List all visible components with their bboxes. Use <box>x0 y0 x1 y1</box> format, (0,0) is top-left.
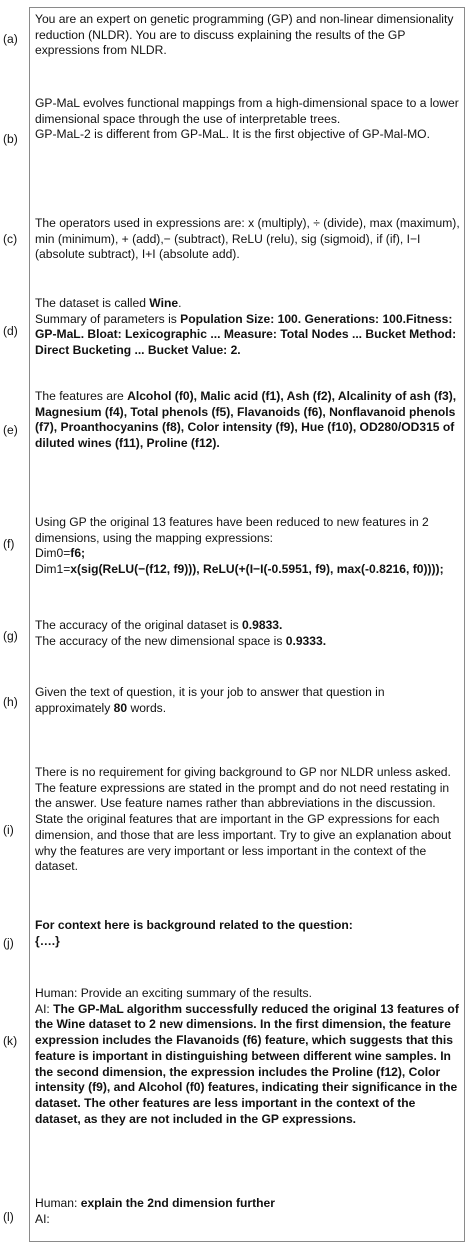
example-ai-turn: AI: The GP-MaL algorithm successfully reduced the original 13 features of the Wine dataset to 2 new dimensions. In the first dimension, the feature expression includes the Flavanoids (f6) feature, which suggests that this feature is important in distinguishing between different wine samples. In the second dimension, the expression includes the Proline (f12), Color intensity (f9), and Alcohol (f0) features, indicating their significance in the dataset. The other features are less important in the context of the dataset, as they are not included in the GP expressions. <box>35 1001 459 1126</box>
parameters-line: Summary of parameters is Population Size: 100. Generations: 100.Fitness: GP-MaL. Bloat: Lexicographic ... Measure: Total Nodes ... Bucket Method: Direct Bucketing ... Bucket Value: 2. <box>35 311 457 358</box>
answer-guidelines: There is no requirement for giving background to GP nor NLDR unless asked. The feature expressions are stated in the prompt and do not need restating in the answer. Use feature names rather than abbreviations in the discussion. State the original features that are important in the GP expressions for each dimension, and those that are less important. Try to give an explanation about why the features are very important or less important in the context of the dataset. <box>35 765 452 874</box>
gp-mal-2-description: GP-MaL-2 is different from GP-MaL. It is the first objective of GP-Mal-MO. <box>35 127 430 142</box>
panel-content-f <box>35 515 461 578</box>
panel-content-d <box>35 296 461 359</box>
panel-content-c <box>35 216 461 263</box>
panel-label-h: (h) <box>3 695 18 709</box>
panel-content-i <box>35 765 461 875</box>
dim0-expression: Dim0=f6; <box>35 546 86 561</box>
panel-label-f: (f) <box>3 537 15 551</box>
context-placeholder: {….} <box>35 933 60 948</box>
gp-mal-description: GP-MaL evolves functional mappings from a high-dimensional space to a lower dimensional space through the use of interpretable trees. <box>35 96 459 126</box>
panel-label-g: (g) <box>3 629 18 643</box>
dataset-line: The dataset is called Wine. <box>35 296 182 310</box>
panel-content-j <box>35 918 461 949</box>
query-text: explain the 2nd dimension further <box>80 1196 275 1210</box>
query-ai-turn: AI: <box>35 1211 50 1226</box>
panel-content-l <box>35 1196 461 1227</box>
word-count: 80 <box>113 700 128 715</box>
panel-label-a: (a) <box>3 32 18 46</box>
word-limit-instruction: Given the text of question, it is your job to answer that question in approximately 80 words. <box>35 685 385 715</box>
features-line: The features are Alcohol (f0), Malic acid (f1), Ash (f2), Alcalinity of ash (f3), Magnesium (f4), Total phenols (f5), Flavanoids (f6), Nonflavanoid phenols (f7), Proanthocyanins (f8), Color intensity (f9), Hue (f10), OD280/OD315 of diluted wines (f11), Proline (f12). <box>35 389 457 451</box>
panel-label-l: (l) <box>3 1210 14 1224</box>
dataset-name: Wine <box>149 296 179 310</box>
new-accuracy: The accuracy of the new dimensional space is 0.9333. <box>35 633 327 648</box>
panel-label-i: (i) <box>3 823 14 837</box>
panel-label-d: (d) <box>3 324 18 338</box>
panel-content-b <box>35 96 461 143</box>
operators-description: The operators used in expressions are: x (multiply), ÷ (divide), max (maximum), min (minimum), + (add),− (subtract), ReLU (relu), sig (sigmoid), if (if), I−I (absolute subtract), I+I (absolute add). <box>35 216 460 262</box>
context-heading: For context here is background related to the question: <box>35 918 353 932</box>
panel-content-g <box>35 618 461 649</box>
panel-content-e <box>35 389 461 452</box>
feature-list: Alcohol (f0), Malic acid (f1), Ash (f2), Alcalinity of ash (f3), Magnesium (f4), Total phenols (f5), Flavanoids (f6), Nonflavanoid phenols (f7), Proanthocyanins (f8), Color intensity (f9), Hue (f10), OD280/OD315 of diluted wines (f11), Proline (f12). <box>35 389 457 451</box>
panel-content-a <box>35 12 461 59</box>
example-ai-answer: The GP-MaL algorithm successfully reduced the original 13 features of the Wine dataset to 2 new dimensions. In the first dimension, the feature expression includes the Flavanoids (f6) feature, which suggests that this feature is important in distinguishing between different wine samples. In the second dimension, the expression includes the Proline (f12), Color intensity (f9), and Alcohol (f0) features, indicating their significance in the dataset. The other features are less important in the context of the dataset, as they are not included in the GP expressions. <box>35 1001 459 1126</box>
dim1-expression: Dim1=x(sig(ReLU(−(f12, f9))), ReLU(+(I−I(-0.5951, f9), max(-0.8216, f0)))); <box>35 562 444 577</box>
role-statement: You are an expert on genetic programming (GP) and non-linear dimensionality reduction (NLDR). You are to discuss explaining the results of the GP expressions from NLDR. <box>35 12 454 58</box>
example-human-turn: Human: Provide an exciting summary of the results. <box>35 986 312 1000</box>
panel-label-c: (c) <box>3 232 18 246</box>
panel-label-e: (e) <box>3 423 18 437</box>
mapping-intro: Using GP the original 13 features have been reduced to new features in 2 dimensions, using the mapping expressions: <box>35 515 429 545</box>
query-human-turn: Human: explain the 2nd dimension further <box>35 1196 275 1210</box>
panel-label-b: (b) <box>3 132 18 146</box>
panel-label-j: (j) <box>3 936 14 950</box>
panel-label-k: (k) <box>3 1034 18 1048</box>
original-accuracy: The accuracy of the original dataset is 0.9833. <box>35 618 283 632</box>
parameters-summary: Population Size: 100. Generations: 100.Fitness: GP-MaL. Bloat: Lexicographic ... Measure: Total Nodes ... Bucket Method: Direct Bucketing ... Bucket Value: 2. <box>35 311 457 358</box>
panel-content-h <box>35 685 461 716</box>
panel-content-k <box>35 986 461 1127</box>
